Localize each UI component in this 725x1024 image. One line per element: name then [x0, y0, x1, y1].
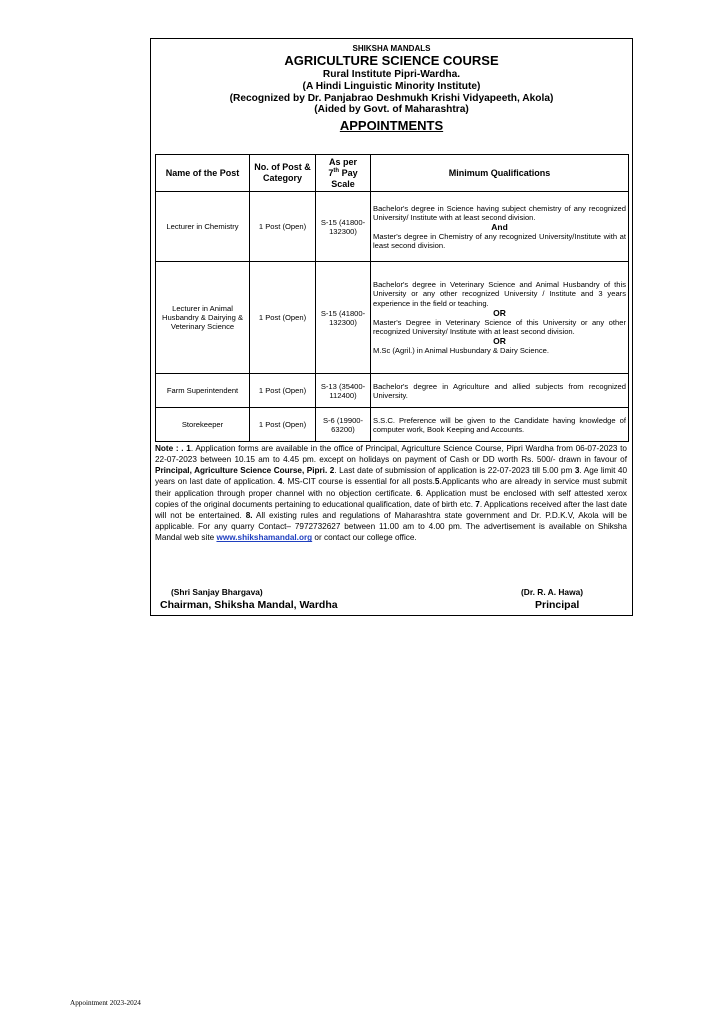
table-row: [156, 262, 629, 374]
chairman-name: (Shri Sanjay Bhargava): [171, 587, 263, 597]
principal-name: (Dr. R. A. Hawa): [521, 587, 584, 597]
page-footer: Appointment 2023-2024: [70, 999, 141, 1007]
pay-scale: S-15 (41800-132300): [316, 192, 371, 262]
page-title: APPOINTMENTS: [339, 118, 444, 133]
qualification: Bachelor's degree in Agriculture and allied subjects from recognized University.: [371, 374, 629, 408]
post-count: 1 Post (Open): [250, 192, 316, 262]
qualification: Bachelor's degree in Science having subject chemistry of any recognized University/ Institute with at least second division. And Master's degree in Chemistry of any recognized University/Institute with at least second division.: [371, 192, 629, 262]
table-row: [156, 374, 629, 408]
post-name: Storekeeper: [156, 408, 250, 442]
advertisement-frame: [150, 38, 633, 616]
notes-paragraph: Note : . 1. Application forms are available in the office of Principal, Agriculture Science Course, Pipri Wardha from 06-07-2023 to 22-07-2023 between 10.15 am to 4.45 pm. except on holidays on payment of Cash or DD worth Rs. 500/- drawn in favour of Principal, Agriculture Science Course, Pipri. 2. Last date of submission of application is 22-07-2023 till 5.00 pm 3. Age limit 40 years on last date of application. 4. MS-CIT course is essential for all posts.5.Applicants who are already in service must submit their application through proper channel with no objection certificate. 6. Application must be enclosed with self attested xerox copies of the original documents pertaining to educational qualification, date of birth etc. 7. Applications received after the last date will not be entertained. 8. All existing rules and regulations of Maharashtra state government and Dr. P.D.K.V, Akola will be applicable. For any quarry Contact– 7972732627 between 11.00 am to 4.00 pm. The advertisement is available on Shiksha Mandal web site www.shikshamandal.org or contact our college office.: [155, 444, 628, 543]
post-count: 1 Post (Open): [250, 408, 316, 442]
col-header-scale: As per 7th Pay Scale: [316, 155, 371, 192]
minority-status: (A Hindi Linguistic Minority Institute): [302, 80, 481, 92]
post-name: Lecturer in Animal Husbandry & Dairying & Veterinary Science: [156, 262, 250, 374]
col-header-name: Name of the Post: [156, 155, 250, 192]
pay-scale: S-13 (35400-112400): [316, 374, 371, 408]
course-title: AGRICULTURE SCIENCE COURSE: [284, 53, 499, 69]
recognition: (Recognized by Dr. Panjabrao Deshmukh Krishi Vidyapeeth, Akola): [229, 92, 554, 104]
principal-title: Principal: [535, 599, 580, 611]
post-name: Lecturer in Chemistry: [156, 192, 250, 262]
post-count: 1 Post (Open): [250, 374, 316, 408]
qualification: S.S.C. Preference will be given to the Candidate having knowledge of computer work, Book Keeping and Accounts.: [371, 408, 629, 442]
table-header-row: [156, 155, 629, 192]
institute-name: Rural Institute Pipri-Wardha.: [322, 69, 461, 81]
org-name: SHIKSHA MANDALS: [352, 44, 431, 53]
chairman-title: Chairman, Shiksha Mandal, Wardha: [160, 599, 338, 611]
table-row: [156, 192, 629, 262]
aided-status: (Aided by Govt. of Maharashtra): [314, 104, 469, 116]
col-header-qualifications: Minimum Qualifications: [371, 155, 629, 192]
table-row: [156, 408, 629, 442]
qualification: Bachelor's degree in Veterinary Science and Animal Husbandry of this University or any other recognized University / Institute and 3 years experience in the field or teaching. OR Master's Degree in Veterinary Science of this University or any other recognized University/ Institute with at least second division. OR M.Sc (Agril.) in Animal Husbundary & Dairy Science.: [371, 262, 629, 374]
appointments-table: [155, 154, 629, 442]
post-count: 1 Post (Open): [250, 262, 316, 374]
pay-scale: S-6 (19900-63200): [316, 408, 371, 442]
pay-scale: S-15 (41800-132300): [316, 262, 371, 374]
post-name: Farm Superintendent: [156, 374, 250, 408]
website-link[interactable]: www.shikshamandal.org: [216, 533, 313, 543]
col-header-posts: No. of Post & Category: [250, 155, 316, 192]
